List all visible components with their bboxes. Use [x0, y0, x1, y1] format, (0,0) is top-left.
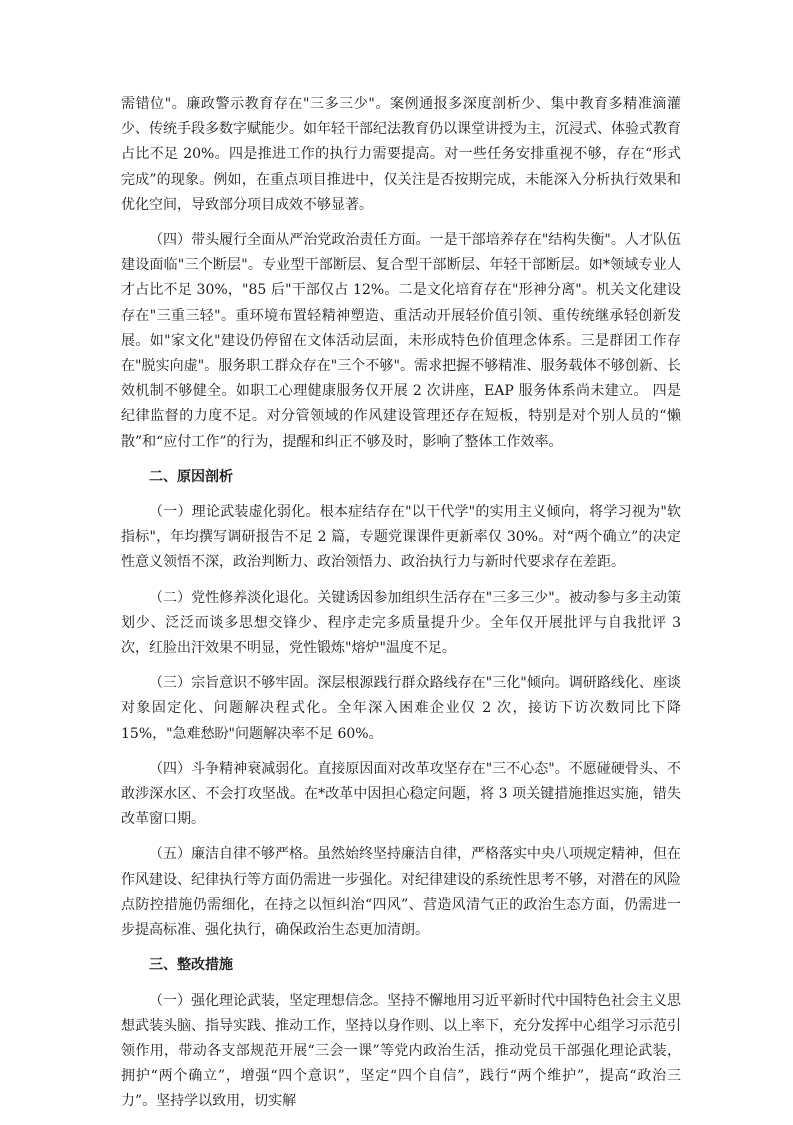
paragraph-party-responsibility: （四）带头履行全面从严治党政治责任方面。一是干部培养存在"结构失衡"。人才队伍建设面临"三个断层"。专业型干部断层、复合型干部断层、年轻干部断层。如*领域专业人才占比不足 30%，"85 后"干部仅占 12%。二是文化培育存在"形神分离"。机关文化建设存在"三重三轻"。重环境布置轻精神塑造、重活动开展轻价值引领、重传统继承轻创新发展。如"家文化"建设仍停留在文体活动层面，未形成特色价值理念体系。三是群团工作存在"脱实向虚"。服务职工群众存在"三个不够"。需求把握不够精准、服务载体不够创新、长效机制不够健全。如职工心理健康服务仅开展 2 次讲座，EAP 服务体系尚未建立。 四是纪律监督的力度不足。对分管领域的作风建设管理还存在短板，特别是对个别人员的“懒散”和“应付工作”的行为，提醒和纠正不够及时，影响了整体工作效率。	[121, 232, 681, 450]
paragraph-struggle: （四）斗争精神衰减弱化。直接原因面对改革攻坚存在"三不心态"。不愿碰硬骨头、不敢涉深水区、不会打攻坚战。在*改革中因担心稳定问题，将 3 项关键措施推迟实施，错失改革窗口期。	[121, 760, 681, 828]
paragraph-purpose: （三）宗旨意识不够牢固。深层根源践行群众路线存在"三化"倾向。调研路线化、座谈对象固定化、问题解决程式化。全年深入困难企业仅 2 次，接访下访次数同比下降 15%，"急难愁盼"问题解决率不足 60%。	[121, 675, 681, 742]
paragraph-theory: （一）理论武装虚化弱化。根本症结存在"以干代学"的实用主义倾向，将学习视为"软指标"，年均撰写调研报告不足 2 篇，专题党课课件更新率仅 30%。对“两个确立”的决定性意义领悟不深，政治判断力、政治领悟力、政治执行力与新时代要求存在差距。	[121, 504, 681, 571]
section-heading-cause-analysis: 二、原因剖析	[149, 468, 233, 485]
paragraph-party-spirit: （二）党性修养淡化退化。关键诱因参加组织生活存在"三多三少"。被动参与多主动策划少、泛泛而谈多思想交锋少、程序走完多质量提升少。全年仅开展批评与自我批评 3 次，红脸出汗效果不明显，党性锻炼"熔炉"温度不足。	[121, 589, 681, 657]
document-page	[121, 92, 681, 1125]
section-heading-rectification: 三、整改措施	[149, 957, 233, 974]
paragraph-continued: 需错位"。廉政警示教育存在"三多三少"。案例通报多深度剖析少、集中教育多精准滴灌少、传统手段多数字赋能少。如年轻干部纪法教育仍以课堂讲授为主，沉浸式、体验式教育占比不足 20%。四是推进工作的执行力需要提高。对一些任务安排重视不够，存在“形式完成”的现象。例如，在重点项目推进中，仅关注是否按期完成，未能深入分析执行效果和优化空间，导致部分项目成效不够显著。	[121, 96, 681, 213]
paragraph-strengthen-theory: （一）强化理论武装，坚定理想信念。坚持不懈地用习近平新时代中国特色社会主义思想武装头脑、指导实践、推动工作，坚持以身作则、以上率下，充分发挥中心组学习示范引领作用，带动各支部规范开展“三会一课”等党内政治生活，推动党员干部强化理论武装，拥护“两个确立”，增强“四个意识”，坚定“四个自信”，践行“两个维护”，提高“政治三力”。坚持学以致用，切实解	[121, 992, 681, 1110]
paragraph-integrity: （五）廉洁自律不够严格。虽然始终坚持廉洁自律，严格落实中央八项规定精神，但在作风建设、纪律执行等方面仍需进一步强化。对纪律建设的系统性思考不够，对潜在的风险点防控措施仍需细化，在持之以恒纠治“四风”、营造风清气正的政治生态方面，仍需进一步提高标准、强化执行，确保政治生态更加清朗。	[121, 846, 681, 939]
